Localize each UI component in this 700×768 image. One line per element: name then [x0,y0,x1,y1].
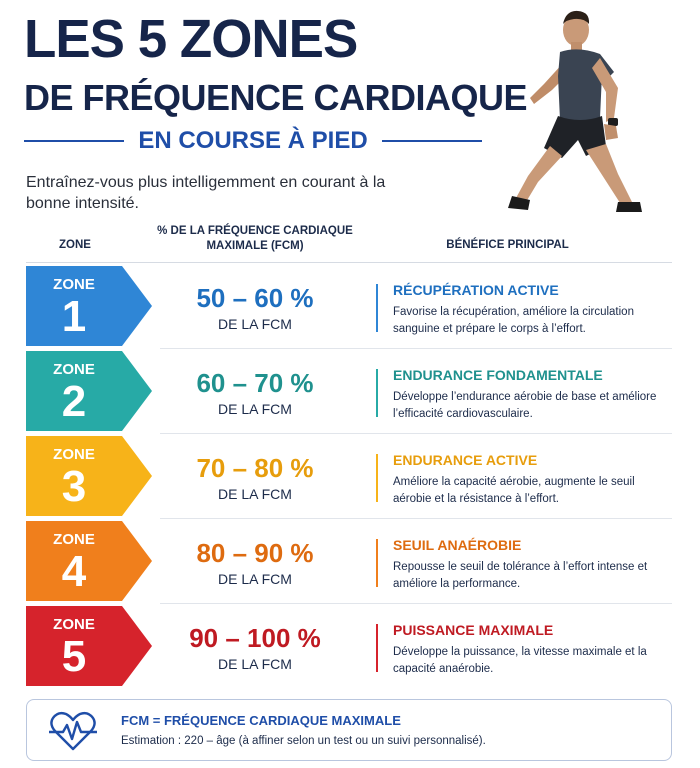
zone-label: ZONE [53,446,95,463]
row-divider [160,433,672,434]
page-title-line2: DE FRÉQUENCE CARDIAQUE [24,77,528,118]
zone-number: 4 [61,547,87,596]
zone-number: 1 [61,292,87,341]
zone-range-sub: DE LA FCM [218,571,292,587]
page-title: LES 5 ZONES [24,9,358,69]
subtitle-line-right [382,140,482,142]
zone-row [0,351,700,431]
benefit-accent-bar [376,284,378,332]
row-divider [160,348,672,349]
zone-range-sub: DE LA FCM [218,401,292,417]
fcm-estimation-text: Estimation : 220 – âge (à affiner selon un test ou un suivi personnalisé). [121,735,486,747]
subtitle-row [24,126,482,156]
benefit-accent-bar [376,624,378,672]
zone-number: 2 [61,377,87,426]
zone-row [0,521,700,601]
subtitle-line-left [24,140,124,142]
zone-range: 60 – 70 % [196,368,314,398]
zone-range: 90 – 100 % [189,623,321,653]
zone-range-sub: DE LA FCM [218,486,292,502]
column-header-benefit: BÉNÉFICE PRINCIPAL [446,239,569,251]
benefit-title: ENDURANCE FONDAMENTALE [393,367,603,383]
fcm-info-box [26,699,672,761]
zone-number: 5 [61,632,87,681]
benefit-description: Repousse le seuil de tolérance à l’effort intense et améliore la performance. [393,561,648,590]
zone-range: 70 – 80 % [196,453,314,483]
benefit-description: Développe l’endurance aérobie de base et améliore l’efficacité cardiovasculaire. [393,391,657,420]
benefit-accent-bar [376,369,378,417]
column-header-zone: ZONE [59,239,91,251]
row-divider [160,603,672,604]
zone-range-sub: DE LA FCM [218,656,292,672]
benefit-title: SEUIL ANAÉROBIE [393,537,522,553]
zone-row [0,436,700,516]
heart-pulse-icon [49,710,97,752]
benefit-title: RÉCUPÉRATION ACTIVE [393,282,559,298]
header-divider [26,262,672,263]
zone-label: ZONE [53,616,95,633]
subtitle: EN COURSE À PIED [138,127,368,154]
zone-range: 80 – 90 % [196,538,314,568]
benefit-accent-bar [376,539,378,587]
zone-number: 3 [61,462,87,511]
intro-text: Entraînez-vous plus intelligemment en courant à la bonne intensité. [26,174,386,212]
benefit-title: ENDURANCE ACTIVE [393,452,538,468]
benefit-description: Améliore la capacité aérobie, augmente le seuil aérobie et la résistance à l’effort. [393,476,635,505]
benefit-description: Favorise la récupération, améliore la circulation sanguine et prépare le corps à l’effort. [393,306,634,335]
benefit-accent-bar [376,454,378,502]
benefit-description: Développe la puissance, la vitesse maximale et la capacité anaérobie. [393,646,647,675]
zone-row [0,266,700,346]
zone-row [0,606,700,686]
zone-label: ZONE [53,531,95,548]
benefit-title: PUISSANCE MAXIMALE [393,622,554,638]
zone-range-sub: DE LA FCM [218,316,292,332]
column-header-percentage: % DE LA FRÉQUENCE CARDIAQUE MAXIMALE (FCM) [157,225,353,252]
fcm-definition-title: FCM = FRÉQUENCE CARDIAQUE MAXIMALE [121,713,401,728]
row-divider [160,518,672,519]
zone-range: 50 – 60 % [196,283,314,313]
zone-label: ZONE [53,276,95,293]
zone-label: ZONE [53,361,95,378]
runner-illustration [508,6,648,216]
